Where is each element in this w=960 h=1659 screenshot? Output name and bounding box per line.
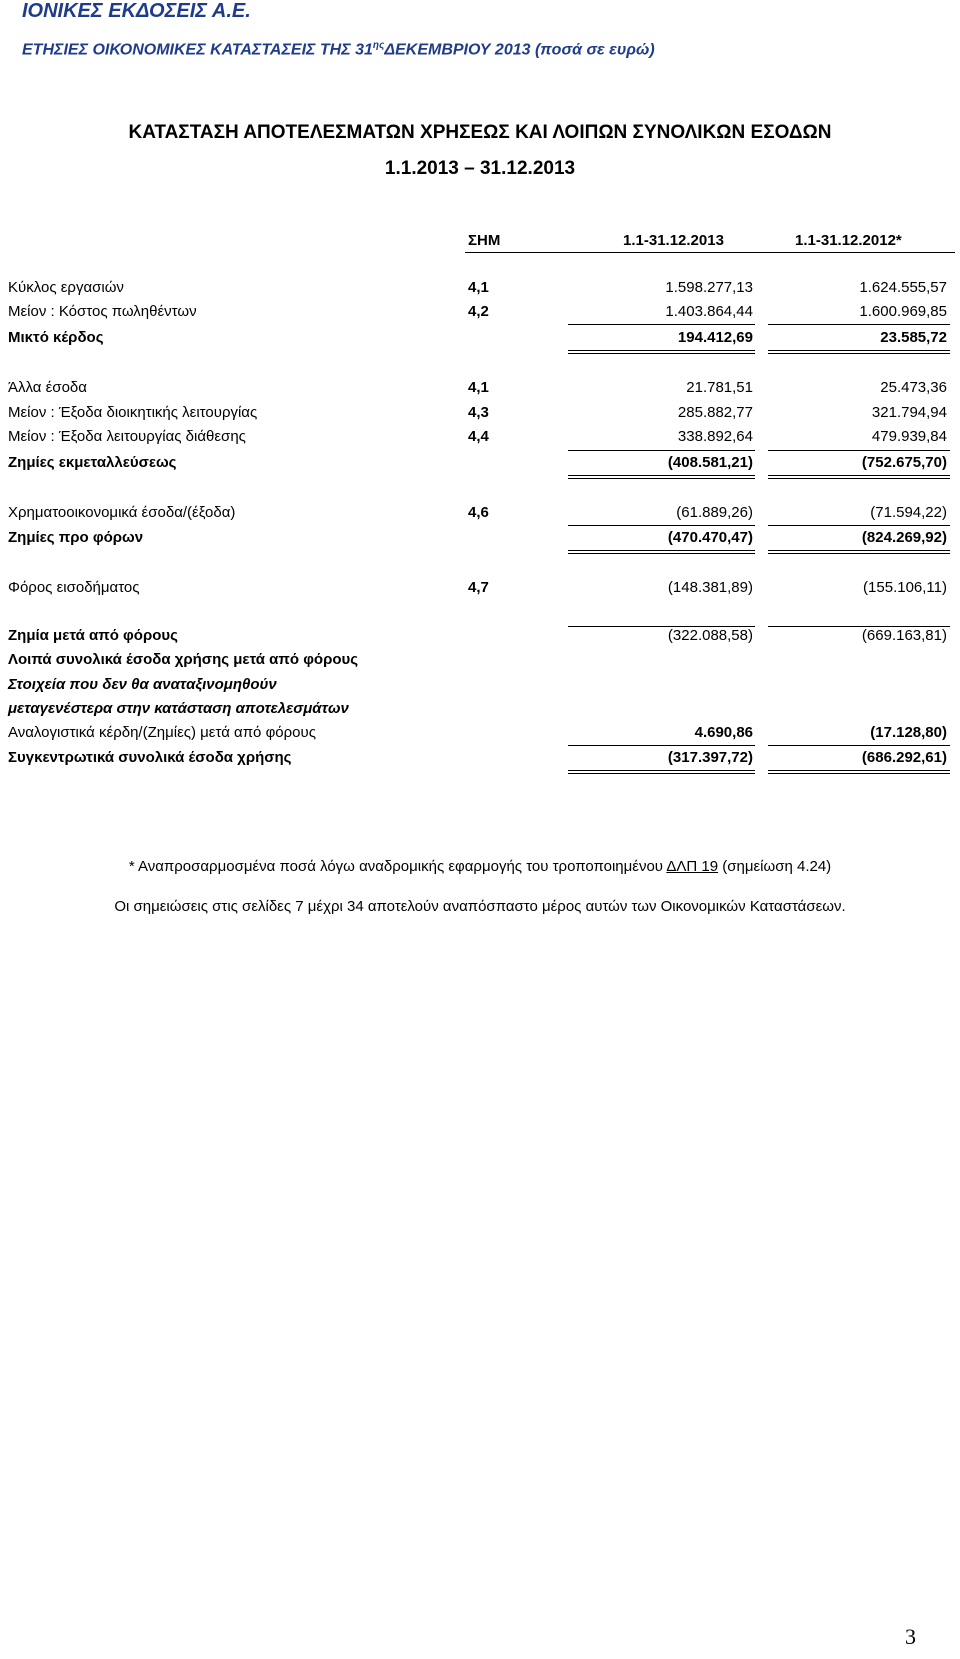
row-2012-revenue: 1.624.555,57 — [859, 279, 947, 296]
row-label-total-comprehensive: Συγκεντρωτικά συνολικά έσοδα χρήσης — [8, 749, 292, 766]
row-label-cost-of-sales: Μείον : Κόστος πωληθέντων — [8, 303, 197, 320]
subtitle-sup: ης — [372, 40, 385, 51]
row-2013-actuarial: 4.690,86 — [694, 724, 753, 741]
notes-statement: Οι σημειώσεις στις σελίδες 7 μέχρι 34 αποτελούν αναπόσπαστο μέρος αυτών των Οικονομικών Καταστάσεων. — [114, 898, 846, 915]
row-label-oci-sub1: Στοιχεία που δεν θα αναταξινομηθούν — [8, 676, 277, 693]
restatement-post: (σημείωση 4.24) — [718, 858, 832, 875]
total-rule — [568, 770, 755, 774]
row-2013-loss-before-tax: (470.470,47) — [667, 529, 753, 546]
row-2013-total-comprehensive: (317.397,72) — [667, 749, 753, 766]
row-2012-total-comprehensive: (686.292,61) — [861, 749, 947, 766]
column-header-note: ΣΗΜ — [468, 232, 501, 249]
row-2013-other-income: 21.781,51 — [686, 379, 753, 396]
row-2013-finance: (61.889,26) — [676, 504, 753, 521]
row-note-admin-expenses: 4,3 — [468, 404, 489, 421]
row-2013-operating-loss: (408.581,21) — [667, 454, 753, 471]
restatement-note — [0, 858, 960, 875]
header-rule — [465, 252, 955, 253]
row-note-selling-expenses: 4,4 — [468, 428, 489, 445]
row-label-other-income: Άλλα έσοδα — [8, 379, 87, 396]
subtotal-rule — [568, 450, 755, 451]
total-rule — [768, 350, 950, 354]
row-label-revenue: Κύκλος εργασιών — [8, 279, 124, 296]
column-header-2012: 1.1-31.12.2012* — [795, 232, 902, 249]
total-rule — [568, 550, 755, 554]
document-subtitle — [22, 40, 655, 59]
row-note-other-income: 4,1 — [468, 379, 489, 396]
row-2012-operating-loss: (752.675,70) — [861, 454, 947, 471]
row-2013-cost-of-sales: 1.403.864,44 — [665, 303, 753, 320]
subtotal-rule — [768, 525, 950, 526]
page-number: 3 — [905, 1624, 916, 1649]
ias19-reference: ΔΛΠ 19 — [666, 858, 719, 875]
row-2013-loss-after-tax: (322.088,58) — [667, 627, 753, 644]
row-note-cost-of-sales: 4,2 — [468, 303, 489, 320]
row-label-admin-expenses: Μείον : Έξοδα διοικητικής λειτουργίας — [8, 404, 258, 421]
total-rule — [768, 550, 950, 554]
row-label-operating-loss: Ζημίες εκμεταλλεύσεως — [8, 454, 177, 471]
subtotal-rule — [568, 525, 755, 526]
row-label-oci-heading: Λοιπά συνολικά έσοδα χρήσης μετά από φόρους — [8, 651, 359, 668]
row-2012-loss-after-tax: (669.163,81) — [861, 627, 947, 644]
row-label-oci-sub2: μεταγενέστερα στην κατάσταση αποτελεσμάτων — [8, 700, 349, 717]
row-note-finance: 4,6 — [468, 504, 489, 521]
row-2012-finance: (71.594,22) — [870, 504, 947, 521]
total-rule — [568, 475, 755, 479]
row-2013-admin-expenses: 285.882,77 — [677, 404, 753, 421]
subtotal-rule — [568, 745, 755, 746]
row-2012-actuarial: (17.128,80) — [870, 724, 947, 741]
total-rule — [568, 350, 755, 354]
total-rule — [768, 475, 950, 479]
row-label-finance: Χρηματοοικονομικά έσοδα/(έξοδα) — [8, 504, 236, 521]
row-2013-income-tax: (148.381,89) — [667, 579, 753, 596]
statement-title: ΚΑΤΑΣΤΑΣΗ ΑΠΟΤΕΛΕΣΜΑΤΩΝ ΧΡΗΣΕΩΣ ΚΑΙ ΛΟΙΠΩΝ ΣΥΝΟΛΙΚΩΝ ΕΣΟΔΩΝ — [128, 122, 832, 143]
row-note-income-tax: 4,7 — [468, 579, 489, 596]
row-label-income-tax: Φόρος εισοδήματος — [8, 579, 140, 596]
company-name: ΙΟΝΙΚΕΣ ΕΚΔΟΣΕΙΣ Α.Ε. — [22, 0, 251, 22]
row-label-selling-expenses: Μείον : Έξοδα λειτουργίας διάθεσης — [8, 428, 246, 445]
subtotal-rule — [568, 324, 755, 325]
subtotal-rule — [768, 450, 950, 451]
row-note-revenue: 4,1 — [468, 279, 489, 296]
row-2012-selling-expenses: 479.939,84 — [871, 428, 947, 445]
row-label-loss-after-tax: Ζημία μετά από φόρους — [8, 627, 178, 644]
total-rule — [768, 770, 950, 774]
subtitle-post: ΔΕΚΕΜΒΡΙΟΥ 2013 (ποσά σε ευρώ) — [384, 41, 655, 59]
subtitle-pre: ΕΤΗΣΙΕΣ ΟΙΚΟΝΟΜΙΚΕΣ ΚΑΤΑΣΤΑΣΕΙΣ ΤΗΣ 31 — [22, 41, 373, 59]
subtotal-rule — [568, 626, 755, 627]
row-2013-gross-profit: 194.412,69 — [677, 329, 753, 346]
row-2012-other-income: 25.473,36 — [880, 379, 947, 396]
row-label-gross-profit: Μικτό κέρδος — [8, 329, 104, 346]
row-2012-cost-of-sales: 1.600.969,85 — [859, 303, 947, 320]
row-2012-gross-profit: 23.585,72 — [880, 329, 947, 346]
statement-period: 1.1.2013 – 31.12.2013 — [384, 158, 576, 179]
row-2013-selling-expenses: 338.892,64 — [677, 428, 753, 445]
row-2012-income-tax: (155.106,11) — [863, 579, 947, 596]
subtotal-rule — [768, 626, 950, 627]
row-2012-admin-expenses: 321.794,94 — [871, 404, 947, 421]
restatement-pre: * Αναπροσαρμοσμένα ποσά λόγω αναδρομικής εφαρμογής του τροποποιημένου — [128, 858, 667, 875]
column-header-2013: 1.1-31.12.2013 — [623, 232, 724, 249]
row-label-loss-before-tax: Ζημίες προ φόρων — [8, 529, 144, 546]
subtotal-rule — [768, 745, 950, 746]
row-label-actuarial: Αναλογιστικά κέρδη/(Ζημίες) μετά από φόρους — [8, 724, 316, 741]
row-2013-revenue: 1.598.277,13 — [665, 279, 753, 296]
row-2012-loss-before-tax: (824.269,92) — [861, 529, 947, 546]
subtotal-rule — [768, 324, 950, 325]
